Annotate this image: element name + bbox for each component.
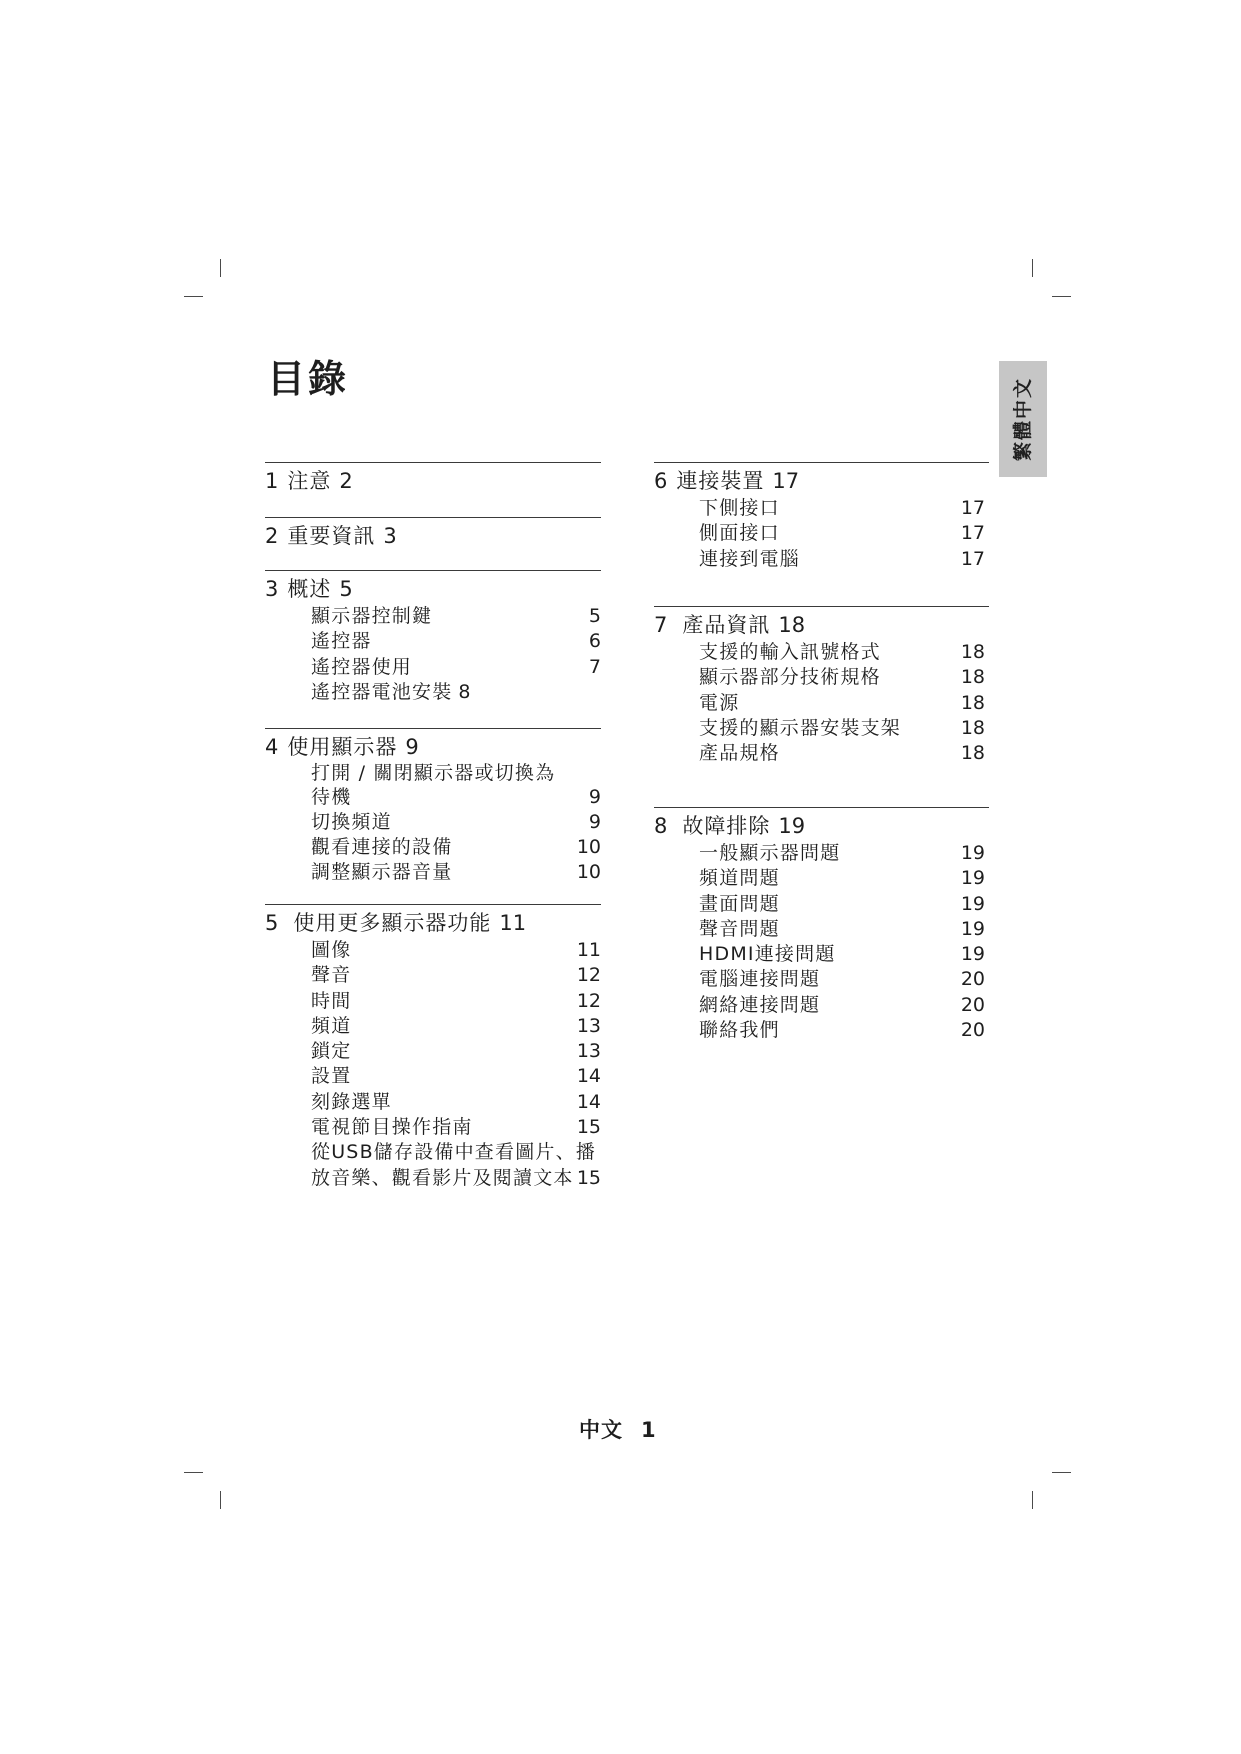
crop-mark-top-right-horizontal xyxy=(1052,296,1071,297)
toc-entry-page-number: 19 xyxy=(960,867,985,890)
section-number: 6 xyxy=(654,469,668,493)
toc-entry xyxy=(311,810,601,835)
toc-entry-label: HDMI連接問題 xyxy=(699,943,836,966)
toc-entry xyxy=(311,1090,601,1115)
toc-entry-page-number: 18 xyxy=(960,742,985,765)
toc-entry-label: 連接到電腦 xyxy=(699,547,801,570)
crop-mark-bottom-right-vertical xyxy=(1032,1491,1033,1509)
toc-entry xyxy=(699,942,985,967)
toc-section-heading xyxy=(654,463,989,494)
toc-entry-label: 觀看連接的設備 xyxy=(311,836,453,859)
toc-entry-label: 設置 xyxy=(311,1065,352,1088)
toc-entry-page-number: 19 xyxy=(960,917,985,940)
toc-entry-page-number: 18 xyxy=(960,666,985,689)
toc-entry xyxy=(311,1140,601,1191)
section-number: 2 xyxy=(265,524,279,548)
toc-entry-page-number: 17 xyxy=(960,522,985,545)
toc-entry xyxy=(699,892,985,917)
toc-entry-list xyxy=(654,496,989,572)
toc-section-heading xyxy=(654,808,989,839)
section-number: 7 xyxy=(654,613,668,637)
language-tab-label: 繁體中文 xyxy=(1012,376,1035,462)
toc-entry xyxy=(699,967,985,992)
toc-section-4 xyxy=(265,728,601,886)
toc-entry-label: 頻道問題 xyxy=(699,867,780,890)
toc-entry-page-number: 19 xyxy=(960,892,985,915)
toc-section-heading xyxy=(654,607,989,638)
toc-entry xyxy=(311,680,601,705)
section-title: 概述 xyxy=(287,577,332,601)
toc-entry xyxy=(699,741,985,766)
toc-section-heading xyxy=(265,571,601,602)
toc-entry-page-number: 18 xyxy=(960,641,985,663)
toc-entry-page-number: 5 xyxy=(588,605,601,627)
toc-entry-label: 調整顯示器音量 xyxy=(311,861,453,884)
toc-entry-page-number: 12 xyxy=(576,989,601,1012)
toc-section-heading xyxy=(265,729,601,760)
toc-entry-label: 遙控器電池安裝 xyxy=(311,680,453,703)
toc-entry-page-number: 11 xyxy=(576,939,601,961)
toc-entry-label: 電視節目操作指南 xyxy=(311,1116,473,1139)
section-title: 產品資訊 xyxy=(682,613,771,637)
toc-entry-label: 電腦連接問題 xyxy=(699,968,821,991)
section-title: 重要資訊 xyxy=(287,524,376,548)
toc-section-heading xyxy=(265,463,601,494)
toc-entry xyxy=(311,860,601,885)
toc-section-6 xyxy=(654,462,989,572)
toc-entry-label: 網絡連接問題 xyxy=(699,993,821,1016)
toc-entry-page-number: 14 xyxy=(576,1090,601,1113)
section-page-number: 5 xyxy=(339,577,353,601)
toc-entry xyxy=(311,938,601,963)
toc-entry-page-number: 20 xyxy=(960,1019,985,1042)
crop-mark-top-right-vertical xyxy=(1032,259,1033,277)
toc-entry-label: 支援的輸入訊號格式 xyxy=(699,641,881,663)
section-page-number: 3 xyxy=(383,524,397,548)
toc-entry-page-number: 13 xyxy=(576,1014,601,1037)
toc-entry xyxy=(699,841,985,866)
toc-entry-label: 頻道 xyxy=(311,1014,352,1037)
section-title: 使用更多顯示器功能 xyxy=(293,911,492,935)
toc-section-2 xyxy=(265,517,601,549)
toc-entry-label: 鎖定 xyxy=(311,1040,352,1063)
toc-entry xyxy=(699,716,985,741)
section-title: 注意 xyxy=(287,469,332,493)
toc-entry xyxy=(699,521,985,546)
toc-entry-label-line-1: 打開 / 關閉顯示器或切換為 xyxy=(311,762,556,784)
toc-entry-page-number: 15 xyxy=(576,1166,601,1189)
toc-entry-page-number: 7 xyxy=(588,655,601,678)
crop-mark-bottom-left-horizontal xyxy=(184,1472,203,1473)
toc-entry-label: 聲音 xyxy=(311,964,352,987)
crop-mark-top-left-horizontal xyxy=(184,296,203,297)
toc-entry-page-number: 15 xyxy=(576,1116,601,1139)
toc-entry-page-number: 9 xyxy=(588,810,601,833)
toc-entry xyxy=(311,762,601,810)
toc-entry-list xyxy=(654,640,989,766)
toc-entry xyxy=(699,691,985,716)
section-page-number: 19 xyxy=(778,814,806,838)
toc-entry-label: 產品規格 xyxy=(699,742,780,765)
toc-entry xyxy=(699,640,985,665)
toc-entry xyxy=(699,496,985,521)
toc-entry-label: 遙控器 xyxy=(311,630,372,653)
toc-entry-label: 支援的顯示器安裝支架 xyxy=(699,716,902,739)
toc-entry-page-number: 20 xyxy=(960,993,985,1016)
toc-section-8 xyxy=(654,807,989,1043)
crop-mark-bottom-left-vertical xyxy=(220,1491,221,1509)
toc-entry xyxy=(699,917,985,942)
section-title: 故障排除 xyxy=(682,814,771,838)
crop-mark-bottom-right-horizontal xyxy=(1052,1472,1071,1473)
toc-entry-list xyxy=(654,841,989,1043)
toc-section-3 xyxy=(265,570,601,705)
toc-entry-label-line-2: 放音樂、觀看影片及閱讀文本 xyxy=(311,1166,574,1189)
toc-entry-page-number: 18 xyxy=(960,716,985,739)
toc-entry-last-line xyxy=(311,785,601,810)
toc-section-heading xyxy=(265,518,601,549)
toc-entry-label-line-1: 從USB儲存設備中查看圖片、播 xyxy=(311,1141,597,1164)
toc-entry-label: 一般顯示器問題 xyxy=(699,842,841,864)
toc-entry-page-number: 8 xyxy=(458,680,471,703)
toc-entry-label: 聯絡我們 xyxy=(699,1019,780,1042)
toc-entry-list xyxy=(265,762,601,886)
toc-entry xyxy=(311,1115,601,1140)
toc-entry-label: 電源 xyxy=(699,691,740,714)
section-page-number: 17 xyxy=(772,469,800,493)
toc-section-heading xyxy=(265,905,601,936)
toc-entry-label: 畫面問題 xyxy=(699,892,780,915)
toc-entry-label: 側面接口 xyxy=(699,522,780,545)
section-number: 3 xyxy=(265,577,279,601)
toc-entry-label: 遙控器使用 xyxy=(311,655,413,678)
section-number: 8 xyxy=(654,814,668,838)
toc-entry xyxy=(699,866,985,891)
toc-entry-page-number: 9 xyxy=(588,785,601,808)
section-number: 4 xyxy=(265,735,279,759)
page-footer xyxy=(579,1417,656,1443)
section-page-number: 2 xyxy=(339,469,353,493)
toc-entry-label: 刻錄選單 xyxy=(311,1090,392,1113)
toc-entry-page-number: 12 xyxy=(576,964,601,987)
toc-entry xyxy=(311,1039,601,1064)
toc-entry xyxy=(311,604,601,629)
toc-entry xyxy=(311,1014,601,1039)
toc-entry xyxy=(311,655,601,680)
toc-entry-page-number: 19 xyxy=(960,943,985,966)
toc-entry xyxy=(699,993,985,1018)
toc-section-7 xyxy=(654,606,989,766)
crop-mark-top-left-vertical xyxy=(220,259,221,277)
section-title: 連接裝置 xyxy=(676,469,765,493)
toc-entry-label: 聲音問題 xyxy=(699,917,780,940)
toc-entry xyxy=(699,1018,985,1043)
toc-entry xyxy=(311,989,601,1014)
toc-entry-label: 顯示器控制鍵 xyxy=(311,605,433,627)
toc-section-1 xyxy=(265,462,601,494)
toc-entry-label: 圖像 xyxy=(311,939,352,961)
section-page-number: 11 xyxy=(499,911,527,935)
toc-entry-label: 顯示器部分技術規格 xyxy=(699,666,881,689)
footer-language: 中文 xyxy=(579,1418,623,1442)
toc-entry xyxy=(311,1064,601,1089)
toc-entry xyxy=(699,547,985,572)
toc-entry-list xyxy=(265,604,601,705)
toc-entry xyxy=(311,963,601,988)
toc-entry xyxy=(311,629,601,654)
section-page-number: 18 xyxy=(778,613,806,637)
toc-entry-page-number: 17 xyxy=(960,547,985,570)
toc-entry-page-number: 10 xyxy=(576,861,601,884)
toc-section-5 xyxy=(265,904,601,1191)
section-number: 5 xyxy=(265,911,279,935)
toc-entry-page-number: 19 xyxy=(960,842,985,864)
toc-entry-page-number: 13 xyxy=(576,1040,601,1063)
toc-entry-page-number: 14 xyxy=(576,1065,601,1088)
toc-entry-label: 時間 xyxy=(311,989,352,1012)
toc-entry-page-number: 10 xyxy=(576,836,601,859)
section-title: 使用顯示器 xyxy=(287,735,398,759)
toc-entry-label: 切換頻道 xyxy=(311,810,392,833)
toc-entry-page-number: 20 xyxy=(960,968,985,991)
page-title: 目錄 xyxy=(267,357,350,401)
toc-entry-page-number: 6 xyxy=(588,630,601,653)
toc-entry-last-line xyxy=(311,1166,601,1191)
toc-entry-label-line-2: 待機 xyxy=(311,785,352,808)
language-tab xyxy=(999,361,1047,477)
toc-entry xyxy=(311,835,601,860)
toc-entry-page-number: 17 xyxy=(960,497,985,519)
toc-entry xyxy=(699,665,985,690)
footer-page-number: 1 xyxy=(641,1418,656,1442)
section-page-number: 9 xyxy=(405,735,419,759)
toc-entry-page-number: 18 xyxy=(960,691,985,714)
section-number: 1 xyxy=(265,469,279,493)
toc-entry-label: 下側接口 xyxy=(699,497,780,519)
toc-entry-list xyxy=(265,938,601,1191)
